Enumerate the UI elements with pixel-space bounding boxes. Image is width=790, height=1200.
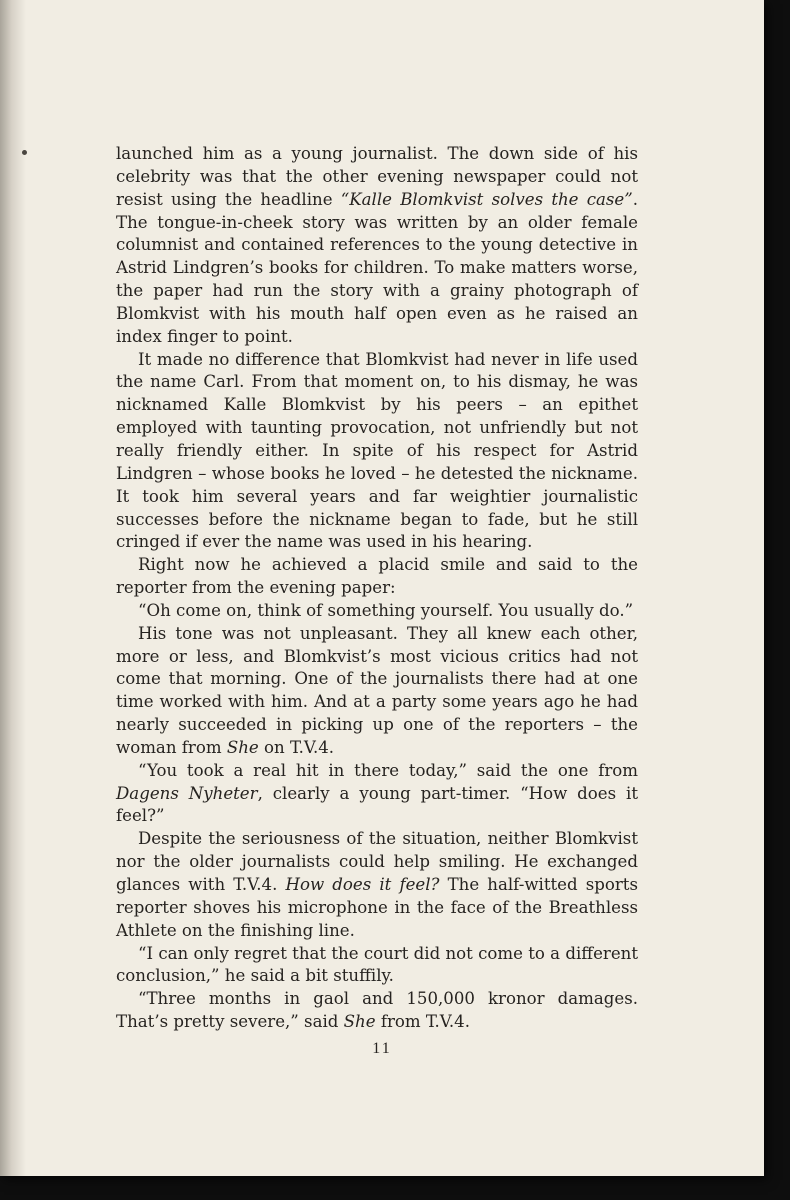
text-span: The half-witted sports reporter shoves his microphone in the face of the Breathless Athlete on the finishing line.: [116, 875, 638, 940]
text-span: on T.V.4.: [258, 737, 335, 757]
text-span: It made no difference that Blomkvist had never in life used the name Carl. From that moment on, to his dismay, he was nicknamed Kalle Blomkvist by his peers – an epithet employed with taunting provocation, not unfriendly but not really friendly either. In spite of his respect for Astrid Lindgren – whose books he loved – he detested the nickname. It took him several years and far weightier journalistic successes before the nickname began to fade, but he still cringed if ever the name was used in his hearing.: [116, 349, 638, 552]
text-span: launched him as a young journalist. The down side of his celebrity was that the other evening newspaper could not resist using the headline: [116, 144, 638, 209]
binding-mark: [22, 150, 27, 155]
text-span: “I can only regret that the court did not come to a different conclusion,” he said a bit stuffily.: [116, 943, 638, 986]
paragraph: [116, 623, 638, 760]
italic-span: “Kalle Blomkvist solves the case”: [340, 189, 633, 209]
italic-span: Dagens Nyheter: [116, 783, 258, 803]
text-span: Right now he achieved a placid smile and said to the reporter from the evening paper:: [116, 555, 638, 598]
paragraph: [116, 143, 638, 349]
paragraph: [116, 600, 638, 623]
text-span: from T.V.4.: [375, 1012, 470, 1032]
body-text: [116, 143, 638, 1034]
paragraph: [116, 760, 638, 829]
text-span: His tone was not unpleasant. They all knew each other, more or less, and Blomkvist’s most vicious critics had not come that morning. One of the journalists there had at one time worked with him. And at a party some years ago he had nearly succeeded in picking up one of the reporters – the woman from: [116, 623, 638, 757]
paragraph: [116, 554, 638, 600]
paragraph: [116, 988, 638, 1034]
paragraph: [116, 828, 638, 942]
text-span: “Oh come on, think of something yourself. You usually do.”: [138, 600, 634, 620]
text-span: Despite the seriousness of the situation, neither Blomkvist nor the older journalists could help smiling. He exchanged glances with T.V.4.: [116, 829, 638, 894]
italic-span: How does it feel?: [285, 875, 440, 894]
text-span: , clearly a young part-timer. “How does it feel?”: [116, 783, 638, 826]
paragraph: [116, 349, 638, 555]
text-span: . The tongue-in-cheek story was written by an older female columnist and contained references to the young detective in Astrid Lindgren’s books for children. To make matters worse, the paper had run the story with a grainy photograph of Blomkvist with his mouth half open even as he raised an index finger to point.: [116, 189, 638, 346]
text-span: “Three months in gaol and 150,000 kronor damages. That’s pretty severe,” said: [116, 989, 638, 1032]
italic-span: She: [343, 1012, 376, 1032]
page-number: 11: [372, 1040, 392, 1057]
paragraph: [116, 943, 638, 989]
text-span: “You took a real hit in there today,” said the one from: [138, 760, 638, 780]
italic-span: She: [226, 737, 259, 757]
